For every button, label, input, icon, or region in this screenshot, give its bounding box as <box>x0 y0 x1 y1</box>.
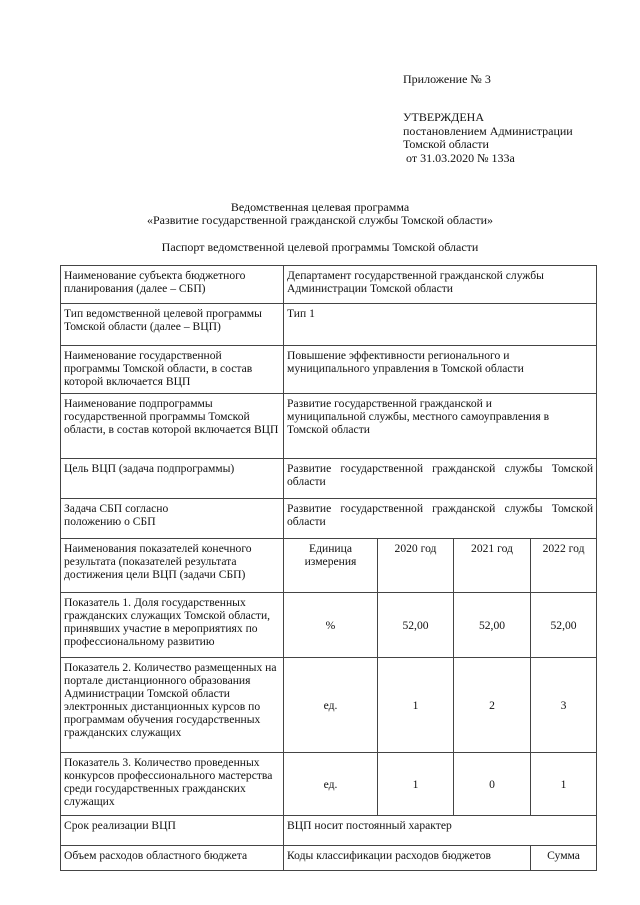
row-label: Задача СБП согласно положению о СБП <box>61 499 284 539</box>
table-row <box>61 459 597 499</box>
budget-row <box>61 846 597 871</box>
term-row <box>61 816 597 846</box>
indicator-value-2020: 52,00 <box>378 593 454 658</box>
approved-by-line-1: постановлением Администрации <box>403 123 573 138</box>
indicator-row <box>61 658 597 753</box>
appendix-number: Приложение № 3 <box>403 72 491 86</box>
table-row <box>61 394 597 459</box>
indicator-name: Показатель 3. Количество проведенных конкурсов профессионального мастерства среди государственных гражданских служащих <box>61 753 284 816</box>
indicator-unit: % <box>284 593 378 658</box>
indicators-header-label: Наименования показателей конечного результата (показателей результата достижения цели ВЦП (задачи СБП) <box>61 539 284 593</box>
row-label: Наименование государственной программы Томской области, в состав которой включается ВЦП <box>61 346 284 394</box>
budget-codes-header: Коды классификации расходов бюджетов <box>284 846 531 871</box>
row-value: Департамент государственной гражданской службы Администрации Томской области <box>284 266 597 304</box>
indicator-value-2021: 52,00 <box>454 593 531 658</box>
indicator-value-2022: 1 <box>531 753 597 816</box>
table-row <box>61 266 597 304</box>
table-row <box>61 304 597 346</box>
indicator-unit: ед. <box>284 753 378 816</box>
approved-by-line-2: Томской области <box>403 137 489 151</box>
indicator-value-2021: 2 <box>454 658 531 753</box>
passport-table <box>60 265 597 871</box>
passport-title: Паспорт ведомственной целевой программы Томской области <box>161 240 479 254</box>
year-2020-header: 2020 год <box>378 539 454 593</box>
row-value: Развитие государственной гражданской службы Томской области <box>284 499 597 539</box>
term-value: ВЦП носит постоянный характер <box>284 816 597 846</box>
indicator-value-2020: 1 <box>378 658 454 753</box>
program-name: «Развитие государственной гражданской службы Томской области» <box>146 213 494 227</box>
indicator-row <box>61 593 597 658</box>
row-value: Тип 1 <box>284 304 597 346</box>
year-2022-header: 2022 год <box>531 539 597 593</box>
approval-date: от 31.03.2020 № 133а <box>403 150 515 165</box>
program-title: Ведомственная целевая программа <box>230 200 410 214</box>
indicator-unit: ед. <box>284 658 378 753</box>
year-2021-header: 2021 год <box>454 539 531 593</box>
row-value: Развитие государственной гражданской и муниципальной службы, местного самоуправления в Томской области <box>284 394 597 459</box>
row-value: Повышение эффективности регионального и муниципального управления в Томской области <box>284 346 597 394</box>
table-row <box>61 499 597 539</box>
indicator-name: Показатель 1. Доля государственных гражданских служащих Томской области, принявших участие в мероприятиях по профессиональному развитию <box>61 593 284 658</box>
approved-heading: УТВЕРЖДЕНА <box>403 110 485 124</box>
indicators-header-row <box>61 539 597 593</box>
indicator-value-2022: 52,00 <box>531 593 597 658</box>
indicator-value-2020: 1 <box>378 753 454 816</box>
row-value: Развитие государственной гражданской службы Томской области <box>284 459 597 499</box>
unit-header: Единица измерения <box>284 539 378 593</box>
indicator-value-2021: 0 <box>454 753 531 816</box>
budget-label: Объем расходов областного бюджета <box>61 846 284 871</box>
row-label: Тип ведомственной целевой программы Томской области (далее – ВЦП) <box>61 304 284 346</box>
budget-sum-header: Сумма <box>531 846 597 871</box>
row-label: Наименование субъекта бюджетного планирования (далее – СБП) <box>61 266 284 304</box>
table-row <box>61 346 597 394</box>
row-label: Цель ВЦП (задача подпрограммы) <box>61 459 284 499</box>
indicator-value-2022: 3 <box>531 658 597 753</box>
indicator-row <box>61 753 597 816</box>
term-label: Срок реализации ВЦП <box>61 816 284 846</box>
row-label: Наименование подпрограммы государственной программы Томской области, в состав которой включается ВЦП <box>61 394 284 459</box>
indicator-name: Показатель 2. Количество размещенных на портале дистанционного образования Администрации Томской области электронных дистанционных курсов по программам обучения государственных гражданских служащих <box>61 658 284 753</box>
